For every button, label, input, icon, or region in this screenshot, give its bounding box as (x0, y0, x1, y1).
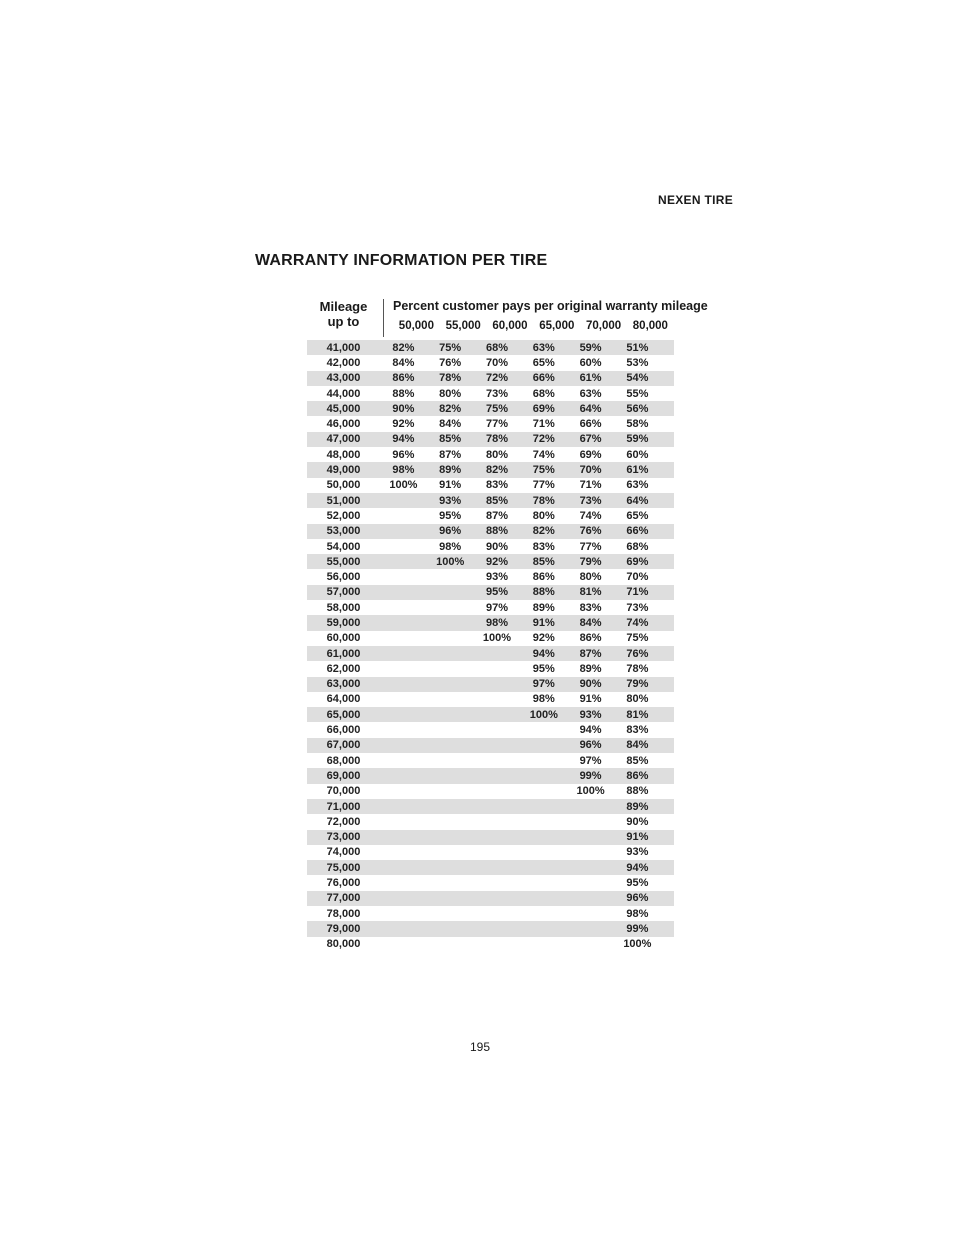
percent-cell: 95% (532, 662, 555, 675)
column-header: 80,000 (632, 320, 668, 332)
percent-cell: 100% (529, 708, 558, 721)
percent-cell: 82% (392, 341, 415, 354)
table-row (307, 585, 674, 600)
percent-cell: 80% (626, 693, 649, 706)
mileage-cell: 51,000 (326, 494, 361, 507)
warranty-table (307, 299, 708, 952)
table-row (307, 830, 674, 845)
percent-cell: 88% (626, 785, 649, 798)
percent-cell: 96% (392, 448, 415, 461)
mileage-cell: 65,000 (326, 708, 361, 721)
table-row (307, 554, 674, 569)
mileage-cell: 49,000 (326, 464, 361, 477)
mileage-cell: 58,000 (326, 601, 361, 614)
mileage-cell: 55,000 (326, 555, 361, 568)
percent-cell: 87% (439, 448, 462, 461)
percent-cell: 73% (485, 387, 508, 400)
percent-cell: 83% (626, 724, 649, 737)
percent-cell: 68% (626, 540, 649, 553)
percent-cell: 74% (579, 509, 602, 522)
column-headers (393, 320, 674, 336)
mileage-cell: 75,000 (326, 861, 361, 874)
table-row (307, 493, 674, 508)
percent-cell: 98% (626, 907, 649, 920)
percent-cell: 100% (482, 632, 512, 645)
percent-cell: 68% (485, 341, 508, 354)
table-row (307, 860, 674, 875)
percent-cell: 66% (579, 418, 602, 431)
percent-cell: 75% (532, 464, 555, 477)
percent-cell: 59% (579, 341, 602, 354)
table-row (307, 462, 674, 477)
table-row (307, 768, 674, 783)
table-row (307, 631, 674, 646)
percent-cell: 94% (392, 433, 415, 446)
mileage-header-line2: up to (327, 314, 360, 329)
percent-cell: 60% (626, 448, 649, 461)
percent-cell: 88% (485, 525, 508, 538)
percent-cell: 98% (439, 540, 462, 553)
percent-cell: 74% (626, 616, 649, 629)
percent-cell: 84% (626, 739, 649, 752)
mileage-cell: 67,000 (326, 739, 361, 752)
mileage-cell: 78,000 (326, 907, 361, 920)
mileage-cell: 66,000 (326, 724, 361, 737)
mileage-column-header (307, 299, 380, 339)
table-row (307, 355, 674, 370)
percent-cell: 100% (623, 938, 652, 951)
mileage-cell: 69,000 (326, 769, 361, 782)
mileage-cell: 57,000 (326, 586, 361, 599)
percent-cell: 89% (439, 464, 462, 477)
percent-cell: 65% (532, 356, 555, 369)
percent-cell: 83% (532, 540, 555, 553)
table-row (307, 707, 674, 722)
percent-cell: 95% (439, 509, 462, 522)
mileage-cell: 50,000 (326, 479, 361, 492)
table-row (307, 906, 674, 921)
column-header: 50,000 (398, 320, 434, 332)
percent-cell: 59% (626, 433, 649, 446)
percent-cell: 86% (532, 571, 555, 584)
percent-cell: 78% (439, 372, 462, 385)
percent-cell: 91% (532, 616, 555, 629)
percent-cell: 54% (626, 372, 649, 385)
percent-cell: 70% (485, 356, 508, 369)
percent-cell: 76% (579, 525, 602, 538)
percent-cell: 100% (436, 555, 465, 568)
percent-cell: 71% (532, 418, 555, 431)
percent-cell: 61% (579, 372, 602, 385)
table-row (307, 799, 674, 814)
table-row (307, 569, 674, 584)
mileage-cell: 45,000 (326, 402, 361, 415)
percent-cell: 65% (626, 509, 649, 522)
percent-cell: 72% (532, 433, 555, 446)
percent-cell: 90% (392, 402, 415, 415)
page-title: WARRANTY INFORMATION PER TIRE (255, 252, 548, 269)
percent-cell: 80% (579, 571, 602, 584)
mileage-cell: 41,000 (326, 341, 361, 354)
percent-cell: 77% (579, 540, 602, 553)
percent-cell: 95% (626, 877, 649, 890)
percent-cell: 100% (389, 479, 418, 492)
table-row (307, 340, 674, 355)
table-row (307, 937, 674, 952)
percent-cell: 85% (485, 494, 508, 507)
percent-cell: 70% (626, 571, 649, 584)
percent-cell: 61% (626, 464, 649, 477)
percent-cell: 86% (626, 769, 649, 782)
percent-cell: 53% (626, 356, 649, 369)
table-row (307, 416, 674, 431)
percent-cell: 90% (579, 678, 602, 691)
percent-cell: 80% (439, 387, 462, 400)
percent-cell: 75% (485, 402, 508, 415)
percent-cell: 81% (626, 708, 649, 721)
percent-cell: 98% (532, 693, 555, 706)
percent-cell: 91% (439, 479, 462, 492)
percent-cell: 86% (579, 632, 602, 645)
percent-cell: 89% (626, 800, 649, 813)
percent-cell: 97% (532, 678, 555, 691)
mileage-cell: 56,000 (326, 571, 361, 584)
percent-cell: 93% (626, 846, 649, 859)
table-row (307, 524, 674, 539)
percent-cell: 87% (485, 509, 508, 522)
table-row (307, 661, 674, 676)
percent-cell: 71% (626, 586, 649, 599)
percent-cell: 85% (532, 555, 555, 568)
table-row (307, 646, 674, 661)
mileage-cell: 64,000 (326, 693, 361, 706)
percent-cell: 97% (485, 601, 508, 614)
percent-cell: 84% (392, 356, 415, 369)
percent-cell: 66% (532, 372, 555, 385)
percent-cell: 91% (579, 693, 602, 706)
percent-cell: 82% (485, 464, 508, 477)
percent-cell: 84% (579, 616, 602, 629)
percent-cell: 63% (626, 479, 649, 492)
mileage-cell: 48,000 (326, 448, 361, 461)
mileage-cell: 44,000 (326, 387, 361, 400)
percent-cell: 96% (579, 739, 602, 752)
table-header (307, 299, 708, 339)
mileage-cell: 63,000 (326, 678, 361, 691)
percent-cell: 63% (532, 341, 555, 354)
mileage-cell: 54,000 (326, 540, 361, 553)
percent-cell: 80% (532, 509, 555, 522)
percent-cell: 58% (626, 418, 649, 431)
table-row (307, 478, 674, 493)
percent-cell: 88% (532, 586, 555, 599)
percent-cell: 75% (439, 341, 462, 354)
mileage-cell: 42,000 (326, 356, 361, 369)
table-row (307, 738, 674, 753)
percent-cell: 94% (532, 647, 555, 660)
percent-cell: 56% (626, 402, 649, 415)
table-row (307, 600, 674, 615)
percent-cell: 69% (579, 448, 602, 461)
percent-cell: 89% (579, 662, 602, 675)
mileage-cell: 79,000 (326, 922, 361, 935)
percent-cell: 64% (626, 494, 649, 507)
percent-cell: 76% (439, 356, 462, 369)
table-row (307, 784, 674, 799)
percent-cell: 85% (439, 433, 462, 446)
table-row (307, 615, 674, 630)
column-header: 55,000 (445, 320, 481, 332)
section-header: NEXEN TIRE (657, 193, 733, 207)
percent-cell: 79% (626, 678, 649, 691)
mileage-cell: 61,000 (326, 647, 361, 660)
column-header: 70,000 (585, 320, 622, 332)
mileage-cell: 47,000 (326, 433, 361, 446)
percent-cell: 93% (485, 571, 508, 584)
table-row (307, 814, 674, 829)
table-row (307, 386, 674, 401)
mileage-cell: 62,000 (326, 662, 361, 675)
percent-cell: 87% (579, 647, 602, 660)
percent-cell: 97% (579, 754, 602, 767)
percent-cell: 96% (439, 525, 462, 538)
percent-cell: 90% (626, 815, 649, 828)
table-row (307, 401, 674, 416)
percent-cell: 93% (439, 494, 462, 507)
table-body (307, 340, 674, 952)
table-row (307, 722, 674, 737)
mileage-cell: 77,000 (326, 892, 361, 905)
percent-cell: 95% (485, 586, 508, 599)
table-row (307, 921, 674, 936)
percent-cell: 63% (579, 387, 602, 400)
table-row (307, 539, 674, 554)
column-header: 60,000 (492, 320, 528, 332)
table-row (307, 371, 674, 386)
percent-cell: 76% (626, 647, 649, 660)
percent-cell: 70% (579, 464, 602, 477)
percent-cell: 75% (626, 632, 649, 645)
percent-cell: 79% (579, 555, 602, 568)
table-row (307, 677, 674, 692)
percent-cell: 83% (579, 601, 602, 614)
percent-cell: 73% (579, 494, 602, 507)
percent-cell: 80% (485, 448, 508, 461)
percent-cell: 72% (485, 372, 508, 385)
percent-cell: 98% (485, 616, 508, 629)
mileage-cell: 46,000 (326, 418, 361, 431)
mileage-cell: 74,000 (326, 846, 361, 859)
percent-cell: 68% (532, 387, 555, 400)
mileage-cell: 59,000 (326, 616, 361, 629)
percent-cell: 78% (485, 433, 508, 446)
percent-cell: 66% (626, 525, 649, 538)
table-row (307, 845, 674, 860)
percent-cell: 77% (532, 479, 555, 492)
table-row (307, 875, 674, 890)
percent-cell: 69% (532, 402, 555, 415)
percent-cell: 90% (485, 540, 508, 553)
percent-cell: 92% (532, 632, 555, 645)
percent-cell: 51% (626, 341, 649, 354)
percent-header: Percent customer pays per original warranty mileage (393, 299, 708, 313)
mileage-cell: 73,000 (326, 831, 361, 844)
table-row (307, 432, 674, 447)
mileage-cell: 71,000 (326, 800, 361, 813)
percent-cell: 85% (626, 754, 649, 767)
mileage-cell: 76,000 (326, 877, 361, 890)
mileage-cell: 53,000 (326, 525, 361, 538)
page-number: 195 (469, 1040, 491, 1054)
percent-cell: 81% (579, 586, 602, 599)
mileage-header-line1: Mileage (319, 299, 368, 314)
percent-cell: 92% (392, 418, 415, 431)
percent-cell: 77% (485, 418, 508, 431)
percent-cell: 84% (439, 418, 462, 431)
mileage-cell: 60,000 (326, 632, 361, 645)
percent-cell: 67% (579, 433, 602, 446)
mileage-cell: 72,000 (326, 815, 361, 828)
percent-cell: 92% (485, 555, 508, 568)
percent-cell: 82% (532, 525, 555, 538)
mileage-cell: 80,000 (326, 938, 361, 951)
percent-cell: 60% (579, 356, 602, 369)
percent-cell: 99% (579, 769, 602, 782)
percent-cell: 91% (626, 831, 649, 844)
percent-cell: 86% (392, 372, 415, 385)
mileage-cell: 43,000 (326, 372, 361, 385)
mileage-cell: 68,000 (326, 754, 361, 767)
percent-cell: 94% (626, 861, 649, 874)
percent-cell: 99% (626, 922, 649, 935)
table-row (307, 447, 674, 462)
percent-cell: 74% (532, 448, 555, 461)
table-row (307, 891, 674, 906)
percent-cell: 78% (626, 662, 649, 675)
mileage-cell: 70,000 (326, 785, 361, 798)
percent-cell: 64% (579, 402, 602, 415)
percent-cell: 93% (579, 708, 602, 721)
percent-cell: 78% (532, 494, 555, 507)
column-header: 65,000 (539, 320, 575, 332)
percent-cell: 82% (439, 402, 462, 415)
mileage-cell: 52,000 (326, 509, 361, 522)
percent-cell: 73% (626, 601, 649, 614)
percent-cell: 55% (626, 387, 649, 400)
percent-cell: 83% (485, 479, 508, 492)
percent-cell: 100% (576, 785, 605, 798)
percent-cell: 98% (392, 464, 415, 477)
percent-cell: 69% (626, 555, 649, 568)
percent-cell: 88% (392, 387, 415, 400)
percent-cell: 94% (579, 724, 602, 737)
header-divider (383, 299, 384, 337)
percent-cell: 96% (626, 892, 649, 905)
percent-cell: 89% (532, 601, 555, 614)
table-row (307, 692, 674, 707)
table-row (307, 508, 674, 523)
table-row (307, 753, 674, 768)
percent-cell: 71% (579, 479, 602, 492)
